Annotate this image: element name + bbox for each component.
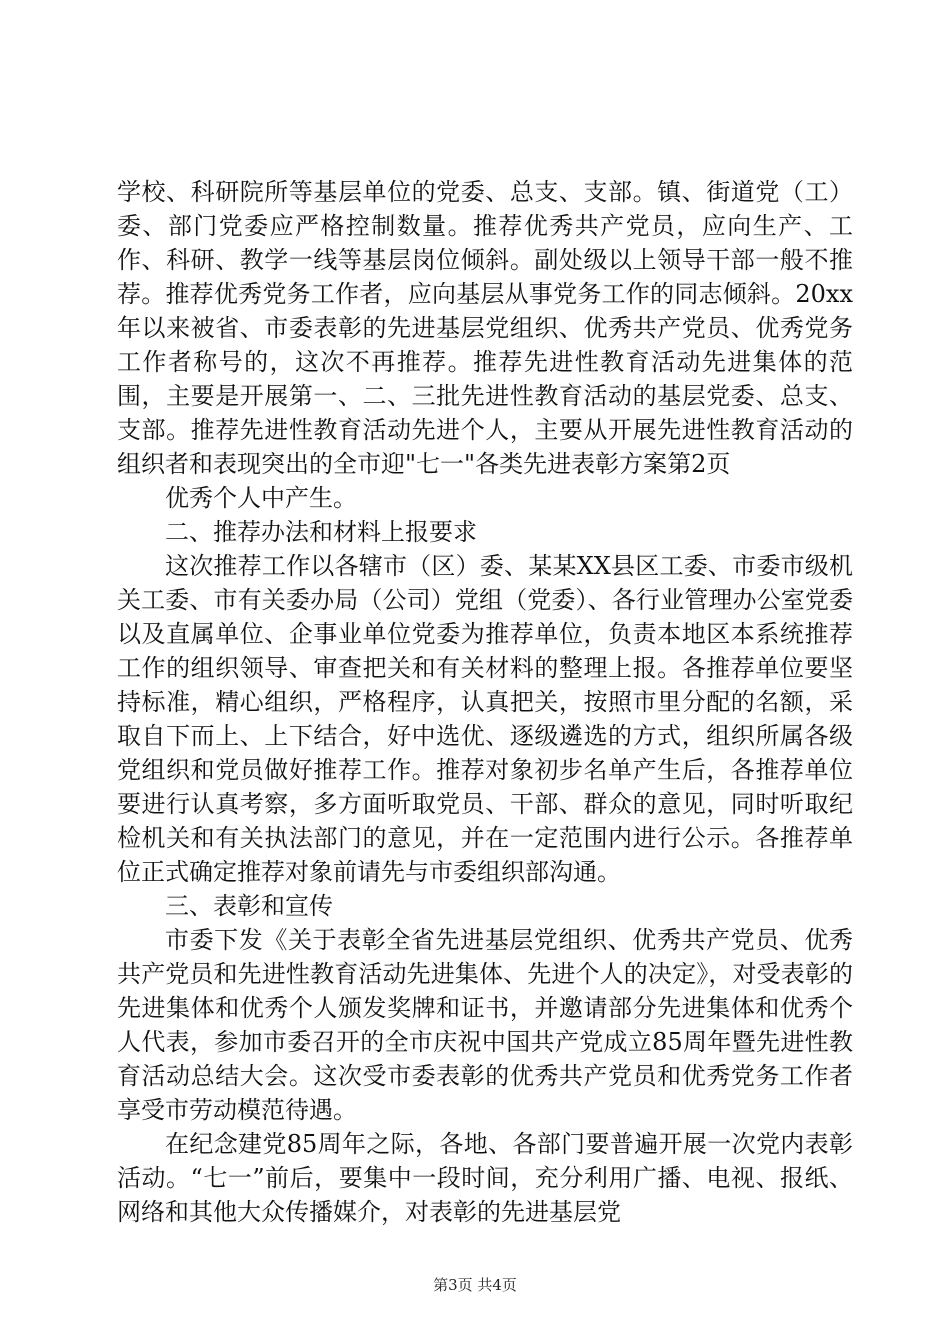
page-footer: 第3页 共4页 (433, 1276, 517, 1294)
paragraph-4: 市委下发《关于表彰全省先进基层党组织、优秀共产党员、优秀共产党员和先进性教育活动先进集体、先进个人的决定》，对受表彰的先进集体和优秀个人颁发奖牌和证书，并邀请部分先进集体和优秀个人代表，参加市委召开的全市庆祝中国共产党成立85周年暨先进性教育活动总结大会。这次受市委表彰的优秀共产党员和优秀党务工作者享受市劳动模范待遇。 (117, 926, 853, 1124)
paragraph-3: 这次推荐工作以各辖市（区）委、某某XX县区工委、市委市级机关工委、市有关委办局（公司）党组（党委）、各行业管理办公室党委以及直属单位、企事业单位党委为推荐单位，负责本地区本系统推荐工作的组织领导、审查把关和有关材料的整理上报。各推荐单位要坚持标准，精心组织，严格程序，认真把关，按照市里分配的名额，采取自下而上、上下结合，好中选优、逐级遴选的方式，组织所属各级党组织和党员做好推荐工作。推荐对象初步名单产生后，各推荐单位要进行认真考察，多方面听取党员、干部、群众的意见，同时听取纪检机关和有关执法部门的意见，并在一定范围内进行公示。各推荐单位正式确定推荐对象前请先与市委组织部沟通。 (117, 552, 853, 886)
paragraph-1: 学校、科研院所等基层单位的党委、总支、支部。镇、街道党（工）委、部门党委应严格控制数量。推荐优秀共产党员，应向生产、工作、科研、教学一线等基层岗位倾斜。副处级以上领导干部一般不推荐。推荐优秀党务工作者，应向基层从事党务工作的同志倾斜。20xx年以来被省、市委表彰的先进基层党组织、优秀共产党员、优秀党务工作者称号的，这次不再推荐。推荐先进性教育活动先进集体的范围，主要是开展第一、二、三批先进性教育活动的基层党委、总支、支部。推荐先进性教育活动先进个人，主要从开展先进性教育活动的组织者和表现突出的全市迎"七一"各类先进表彰方案第2页 (117, 178, 853, 478)
document-body (117, 175, 853, 1229)
paragraph-2: 优秀个人中产生。 (165, 484, 357, 512)
paragraph-5: 在纪念建党85周年之际，各地、各部门要普遍开展一次党内表彰活动。“七一”前后，要集中一段时间，充分利用广播、电视、报纸、网络和其他大众传播媒介，对表彰的先进基层党 (117, 1130, 853, 1226)
section-heading-3: 三、表彰和宣传 (165, 892, 333, 920)
section-heading-2: 二、推荐办法和材料上报要求 (165, 518, 477, 546)
